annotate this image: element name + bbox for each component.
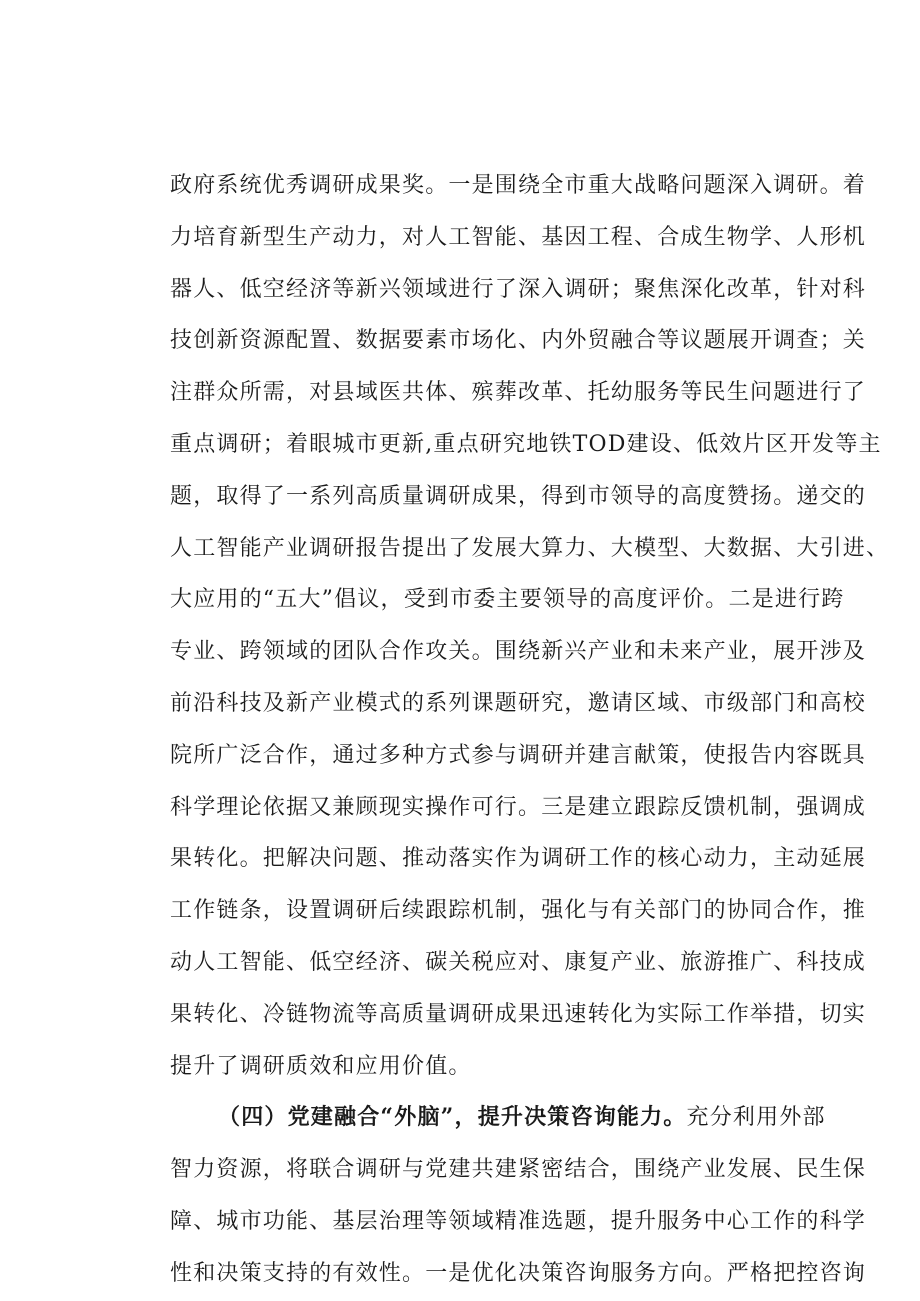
text-line: 果转化、冷链物流等高质量调研成果迅速转化为实际工作举措，切实 xyxy=(170,1001,867,1027)
text-line: 智力资源，将联合调研与党建共建紧密结合，围绕产业发展、民生保 xyxy=(170,1157,867,1183)
text-line: 院所广泛合作，通过多种方式参与调研并建言献策，使报告内容既具 xyxy=(170,742,867,768)
text-line: 障、城市功能、基层治理等领域精准选题，提升服务中心工作的科学 xyxy=(170,1208,867,1234)
body-text xyxy=(170,160,890,1300)
text-line: 大应用的“五大”倡议，受到市委主要领导的高度评价。二是进行跨 xyxy=(170,587,845,613)
text-line: 人工智能产业调研报告提出了发展大算力、大模型、大数据、大引进、 xyxy=(170,535,890,561)
text-line: 力培育新型生产动力，对人工智能、基因工程、合成生物学、人形机 xyxy=(170,224,867,250)
text-line: 题，取得了一系列高质量调研成果，得到市领导的高度赞扬。递交的 xyxy=(170,483,867,509)
text-line: 前沿科技及新产业模式的系列课题研究，邀请区域、市级部门和高校 xyxy=(170,690,867,716)
text-line: 政府系统优秀调研成果奖。一是围绕全市重大战略问题深入调研。着 xyxy=(170,173,867,198)
text-line: 注群众所需，对县域医共体、殡葬改革、托幼服务等民生问题进行了 xyxy=(170,380,867,406)
text-line: 工作链条，设置调研后续跟踪机制，强化与有关部门的协同合作，推 xyxy=(170,898,867,924)
text-line: 器人、低空经济等新兴领域进行了深入调研；聚焦深化改革，针对科 xyxy=(170,276,867,302)
text-line: 科学理论依据又兼顾现实操作可行。三是建立跟踪反馈机制，强调成 xyxy=(170,794,867,820)
text-line: 专业、跨领域的团队合作攻关。围绕新兴产业和未来产业，展开涉及 xyxy=(170,639,867,665)
text-line: 果转化。把解决问题、推动落实作为调研工作的核心动力，主动延展 xyxy=(170,846,867,872)
section-heading: （四）党建融合“外脑”，提升决策咨询能力。 xyxy=(218,1104,687,1131)
text-line: 动人工智能、低空经济、碳关税应对、康复产业、旅游推广、科技成 xyxy=(170,949,867,975)
paragraph-2-first-line xyxy=(170,1092,830,1144)
text-line: 重点调研；着眼城市更新,重点研究地铁TOD建设、低效片区开发等主 xyxy=(170,431,882,457)
text-line: 技创新资源配置、数据要素市场化、内外贸融合等议题展开调查；关 xyxy=(170,328,867,354)
paragraph-2 xyxy=(170,1092,867,1299)
text-line: 性和决策支持的有效性。一是优化决策咨询服务方向。严格把控咨询 xyxy=(170,1260,867,1286)
text-line: 提升了调研质效和应用价值。 xyxy=(170,1053,472,1079)
text-fragment: 充分利用外部 xyxy=(686,1105,826,1131)
paragraph-1 xyxy=(170,160,890,1092)
